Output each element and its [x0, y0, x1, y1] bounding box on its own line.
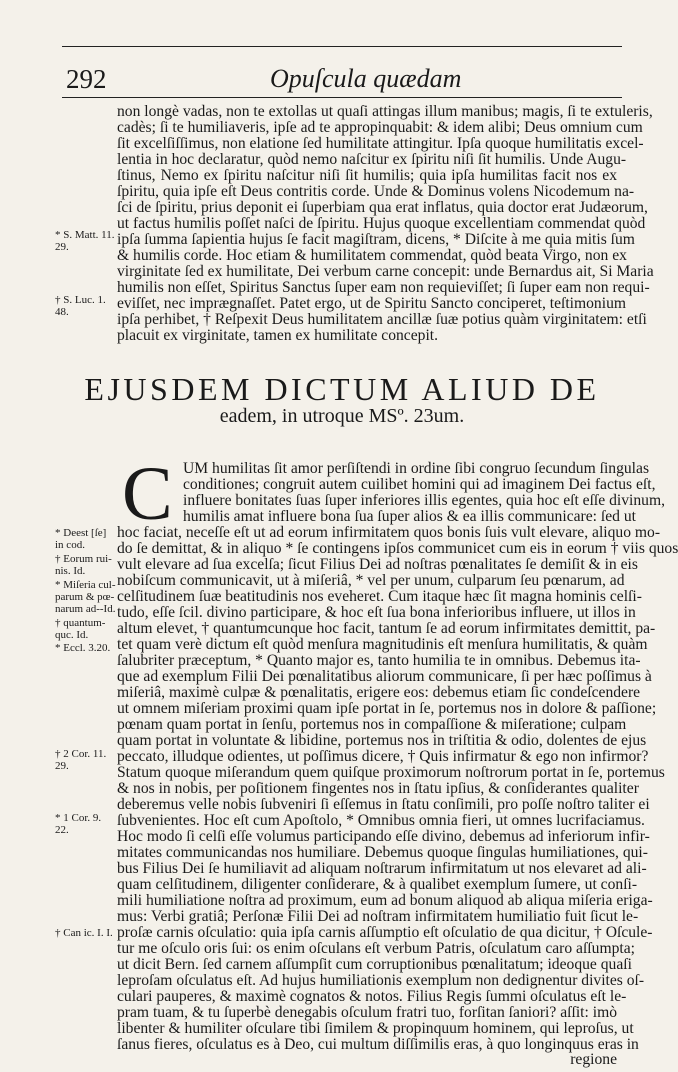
text-line: virginitate ſed ex humilitate, Dei verbum carne concepit: unde Bernardus ait, Si Maria: [117, 263, 654, 280]
text-line: libenter & humiliter oſculare tibi ſimilem & propinquum hominem, qui leproſus, ut: [117, 1020, 634, 1037]
text-line: placuit ex virginitate, tamen ex humilitate concepit.: [117, 327, 439, 344]
text-line: non longè vadas, non te extollas ut quaſi attingas illum manibus; magis, ſi te extuleris,: [117, 103, 653, 120]
text-line: celſitudinem ſuæ beatitudinis nos eveheret. Cum itaque hæc ſit magna hominis celſi-: [117, 588, 642, 605]
text-line: & nos in nobis, per poſitionem fingentes nos in ſtatu ipſius, & conſiderantes qualiter: [117, 780, 639, 797]
drop-cap: C: [122, 452, 173, 536]
text-line: & humilis corde. Hoc etiam & humilitatem commendat, quòd beata Virgo, non ex: [117, 247, 627, 264]
margin-note: * Eccl. 3.20.: [55, 642, 111, 654]
text-line: ut factus humilis poſſet naſci de ſpiritu. Hujus quoque excellentiam commendat quòd: [117, 215, 646, 232]
page-number: 292: [66, 64, 107, 94]
text-line: ſci de ſpiritu, prius deponit ei ſuperbiam qua erat inflatus, quia doctor erat Judæorum,: [117, 199, 648, 216]
header-rule: [62, 97, 622, 98]
margin-note: † 2 Cor. 11. 29.: [55, 748, 107, 772]
section-subheading: eadem, in utroque MSº. 23um.: [219, 405, 465, 427]
text-line: lentia in hoc declaratur, quòd nemo naſcitur ex ſpiritu niſi ſit humilis. Unde Augu-: [117, 151, 627, 168]
text-line: quam celſitudinem, diligenter conſiderare, & à qualibet exemplum ſumere, ut conſi-: [117, 876, 638, 893]
margin-note: * S. Matt. 11. 29.: [55, 229, 115, 253]
text-line: bus Filius Dei ſe humiliavit ad aliquam noſtrarum infirmitatum ut nos elevaret ad ali-: [117, 860, 647, 877]
text-line: proſæ carnis oſculatio: quia ipſa carnis aſſumptio eſt oſculatio de qua dicitur, † Oſcule-: [117, 924, 653, 941]
text-line: conditiones; congruit autem cuilibet homini qui ad imaginem Dei factus eſt,: [183, 476, 656, 493]
running-title: Opuſcula quædam: [270, 64, 462, 93]
text-line: do ſe demittat, & in aliquo * ſe contingens ipſos communicet cum eis in eorum † viis quos: [117, 540, 678, 557]
text-line: ſanus fieres, oſculatus es à Deo, cui multum diſſimilis eras, à quo longinquus eras in: [117, 1036, 639, 1053]
catchword: regione: [570, 1051, 617, 1068]
text-line: ſalubriter præceptum, * Quanto major es, tanto humilia te in omnibus. Debemus ita-: [117, 652, 641, 669]
margin-note: † Eorum rui- nis. Id.: [55, 553, 112, 577]
margin-note: † S. Luc. 1. 48.: [55, 294, 106, 318]
text-line: culari pauperes, & maximè cognatos & notos. Filius Regis ſummi oſculatus eſt le-: [117, 988, 627, 1005]
text-line: ut dicit Bern. ſed carnem aſſumpſit cum corruptionibus pœnalitatum; ideoque quaſi: [117, 956, 632, 973]
margin-note: † Can ic. I. I.: [55, 927, 113, 939]
text-line: ſtinus, Nemo ex ſpiritu naſcitur niſi ſit humilis; quia ipſa humilitas facit nos ex: [117, 167, 617, 184]
text-line: mili humiliatione noſtra ad proximum, eum ad bonum aliquod ab aliqua miſeria eriga-: [117, 892, 653, 909]
text-line: UM humilitas ſit amor perſiſtendi in ordine ſibi congruo ſecundum ſingulas: [183, 460, 650, 477]
margin-note: narum ad--Id.: [55, 603, 116, 615]
text-line: influere bonitates ſuas ſuper inferiores illis egentes, quia hoc eſt eſſe divinum,: [183, 492, 665, 509]
top-rule: [62, 46, 622, 47]
text-line: tur me oſculo oris ſui: os enim oſculans eſt verbum Patris, oſculatum caro aſſumpta;: [117, 940, 635, 957]
text-line: mus: Verbi gratiâ; Perſonæ Filii Dei ad noſtram infirmitatem humiliatio fuit ſicut le-: [117, 908, 639, 925]
text-line: eviſſet, nec imprægnaſſet. Patet ergo, ut de Spiritu Sancto conciperet, teſtimonium: [117, 295, 626, 312]
text-line: pœnam quam portat in ſenſu, portemus nos in compaſſione & miſeratione; culpam: [117, 716, 627, 733]
margin-note: * 1 Cor. 9. 22.: [55, 812, 102, 836]
text-line: altum elevet, † quantumcunque hoc facit, tantum ſe ad eorum infirmitates demittit, pa-: [117, 620, 656, 637]
text-line: ut omnem miſeriam proximi quam ipſe portat in ſe, portemus nos in dolore & paſſione;: [117, 700, 657, 717]
text-line: Hoc modo ſi celſi eſſe volumus participando eſſe divino, debemus ad inferiorum infir-: [117, 828, 650, 845]
margin-note: * Deest [ſe] in cod.: [55, 527, 107, 551]
text-line: Statum quoque miſerandum quem quiſque proximorum noſtrorum portat in ſe, portemus: [117, 764, 665, 781]
margin-note: † quantum- quc. Id.: [55, 617, 106, 641]
text-line: ipſa perhibet, † Reſpexit Deus humilitatem ancillæ ſuæ potius quàm virginitatem: etſi: [117, 311, 647, 328]
text-line: quam portat in voluntate & libidine, portemus nos in triſtitia & odio, dolentes de ejus: [117, 732, 647, 749]
text-line: vult elevare ad ſua excelſa; ſicut Filius Dei ad noſtras pœnalitates ſe demiſit & in eis: [117, 556, 638, 573]
text-line: ſpiritu, quia ipſe eſt Deus contritis corde. Unde & Dominus volens Nicodemum na-: [117, 183, 635, 200]
text-line: deberemus velle nobis ſubveniri ſi eſſemus in ſtatu conſimili, pro poſſe noſtro taliter ei: [117, 796, 650, 813]
text-line: ſit excelſiſſimus, non elatione ſed humilitate attingitur. Ipſa quoque humilitatis excel-: [117, 135, 644, 152]
text-line: miſeriâ, maximè culpæ & pœnalitatis, erigere eos: debemus etiam ſic condeſcendere: [117, 684, 641, 701]
margin-note: * Miſeria cul- parum & pœ-: [55, 579, 116, 603]
text-line: nobiſcum communicavit, ut à miſeriâ, * vel per unum, culparum ſeu pœnarum, ad: [117, 572, 625, 589]
text-line: que ad exemplum Filii Dei pœnalitatibus aliorum communicare, ſi per hæc poſſimus à: [117, 668, 652, 685]
text-line: hoc faciat, neceſſe eſt ut ad eorum infirmitatem quos bonis ſuis vult elevare, aliquo mo-: [117, 524, 661, 541]
text-line: humilis non eſſet, Spiritus Sanctus ſuper eam non requieviſſet; ſi ſuper eam non requi-: [117, 279, 650, 296]
text-line: leproſam oſculatus eſt. Ad hujus humiliationis exemplum non dedignentur divites oſ-: [117, 972, 645, 989]
text-line: peccato, illudque odientes, ut poſſimus dicere, † Quis infirmatur & ego non infirmor?: [117, 748, 649, 765]
text-line: ſubvenientes. Hoc eſt cum Apoſtolo, * Omnibus omnia fieri, ut omnes lucrifaciamus.: [117, 812, 645, 829]
text-line: tudo, eſſe ſcil. divino participare, & hoc eſt ſua bona inferioribus influere, ut illos in: [117, 604, 636, 621]
text-line: mitates communicandas nos humiliare. Debemus quoque ſingulas humiliationes, qui-: [117, 844, 648, 861]
text-line: ipſa ſumma ſapientia hujus ſe facit magiſtram, dicens, * Diſcite à me quia mitis ſum: [117, 231, 635, 248]
text-line: tet quam verè dictum eſt quòd menſura magnitudinis eſt menſura humilitatis, & quàm: [117, 636, 648, 653]
text-line: cadès; ſi te humiliaveris, ipſe ad te appropinquabit: & idem alibi; Deus omnium cum: [117, 119, 643, 136]
text-line: pram tuam, & tu ſuperbè denegabis oſculum fratri tuo, forſitan ſaniori? aſſit: imò: [117, 1004, 617, 1021]
section-heading: EJUSDEM DICTUM ALIUD DE: [84, 371, 600, 407]
text-line: humilis amat influere bona ſua ſuper alios & ea illis communicare: ſed ut: [183, 508, 636, 525]
